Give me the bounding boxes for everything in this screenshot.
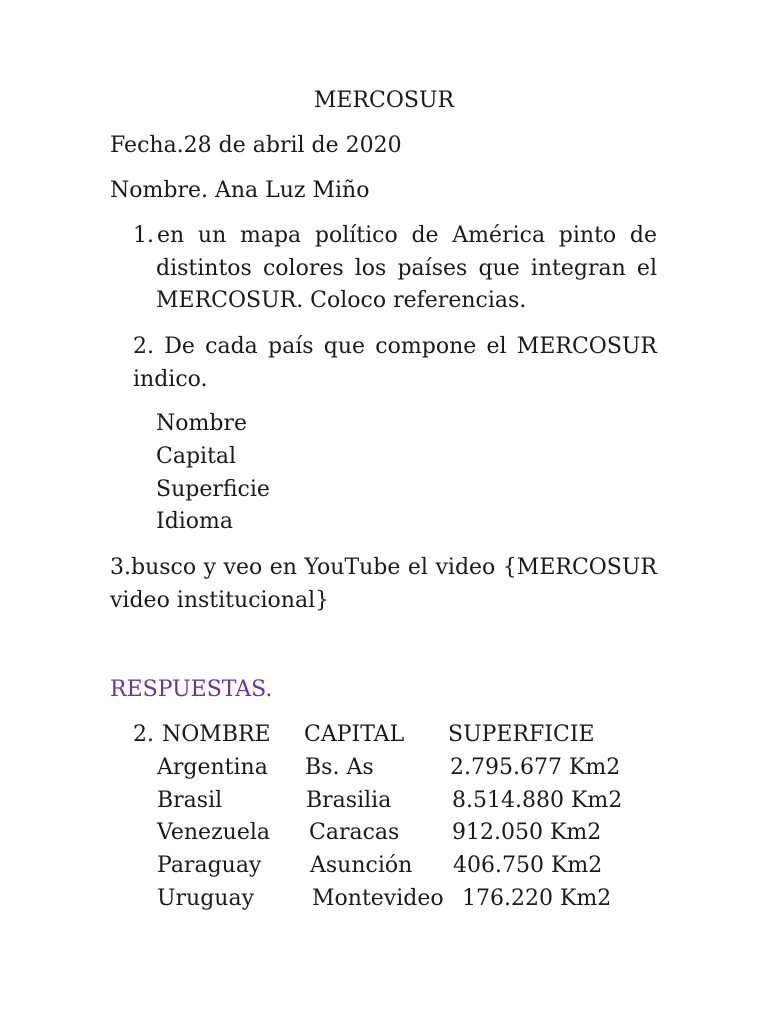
cell-nombre: Uruguay	[157, 886, 255, 911]
item3-line2: video institucional}	[110, 588, 330, 613]
date-line: Fecha.28 de abril de 2020	[110, 133, 402, 158]
cell-capital: Caracas	[309, 820, 400, 845]
cell-superficie: 176.220 Km2	[462, 886, 612, 911]
item3-line1: 3.busco y veo en YouTube el video {MERCOSUR	[110, 555, 657, 580]
item1-line3: MERCOSUR. Coloco referencias.	[156, 288, 527, 313]
item1-number: 1.	[133, 223, 154, 248]
cell-superficie: 912.050 Km2	[452, 820, 602, 845]
item2-line2: indico.	[133, 367, 208, 392]
cell-nombre: Venezuela	[157, 820, 271, 845]
field-list-item: Superficie	[156, 477, 270, 502]
cell-nombre: Argentina	[157, 755, 268, 780]
field-list-item: Idioma	[156, 509, 234, 534]
header-superficie: SUPERFICIE	[448, 722, 595, 747]
header-nombre: NOMBRE	[162, 722, 271, 747]
field-list-item: Nombre	[156, 411, 247, 436]
cell-nombre: Paraguay	[157, 853, 262, 878]
document-title: MERCOSUR	[313, 88, 455, 113]
cell-capital: Bs. As	[305, 755, 374, 780]
cell-capital: Brasilia	[306, 788, 392, 813]
header-capital: CAPITAL	[304, 722, 405, 747]
cell-nombre: Brasil	[157, 788, 223, 813]
item1-line2: distintos colores los países que integran el	[156, 256, 657, 281]
field-list-item: Capital	[156, 444, 237, 469]
table-prefix: 2.	[133, 722, 154, 747]
cell-capital: Montevideo	[312, 886, 444, 911]
cell-superficie: 2.795.677 Km2	[450, 755, 621, 780]
name-line: Nombre. Ana Luz Miño	[110, 178, 370, 203]
cell-capital: Asunción	[310, 853, 413, 878]
respuestas-heading: RESPUESTAS.	[110, 677, 273, 702]
cell-superficie: 8.514.880 Km2	[452, 788, 623, 813]
item1-line1: en un mapa político de América pinto de	[157, 223, 657, 248]
item2-line1: 2. De cada país que compone el MERCOSUR	[133, 334, 657, 359]
cell-superficie: 406.750 Km2	[453, 853, 603, 878]
